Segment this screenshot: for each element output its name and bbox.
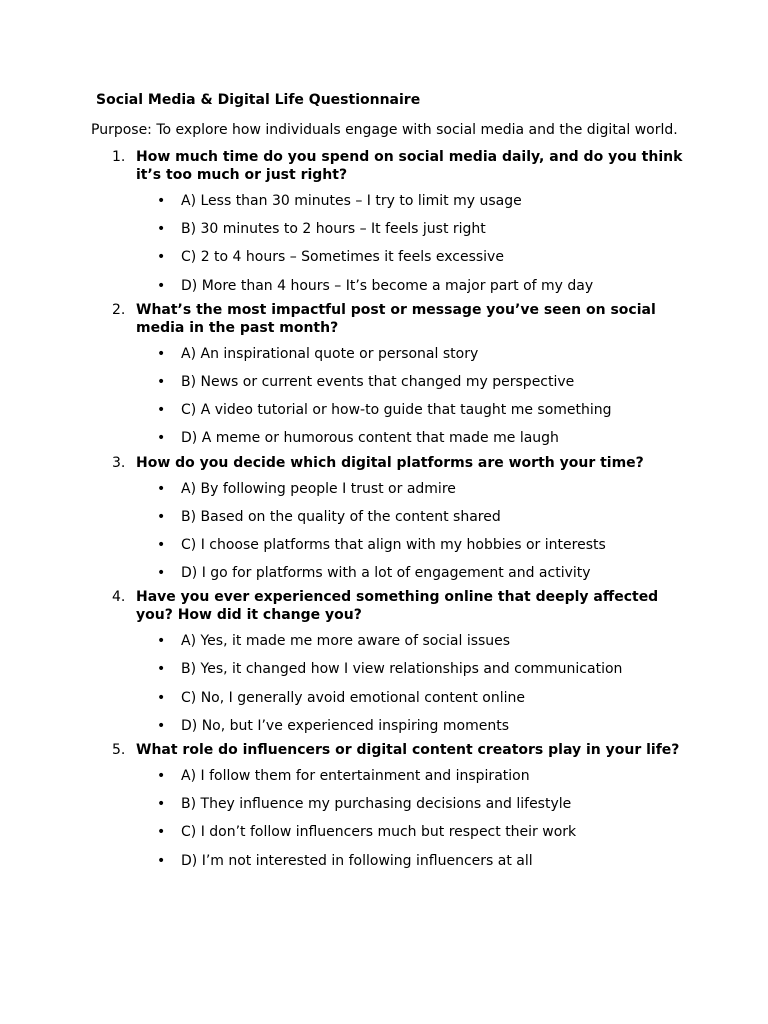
question-2: [0, 301, 768, 450]
option-text: D) I go for platforms with a lot of engagement and activity: [181, 565, 591, 582]
bullet-icon: •: [157, 193, 166, 209]
bullet-icon: •: [157, 373, 166, 390]
purpose-statement: Purpose: To explore how individuals engage with social media and the digital world.: [91, 122, 678, 138]
option-item: [0, 500, 768, 528]
bullet-icon: •: [157, 824, 166, 841]
option-item: [0, 365, 768, 393]
question-1: [0, 148, 768, 297]
question-5: [0, 741, 768, 872]
option-item: [0, 528, 768, 556]
option-item: [0, 709, 768, 737]
bullet-icon: •: [157, 221, 166, 238]
bullet-icon: •: [157, 796, 166, 813]
bullet-icon: •: [157, 430, 166, 447]
option-text: C) I choose platforms that align with my hobbies or interests: [181, 536, 606, 553]
bullet-icon: •: [157, 480, 166, 497]
option-text: A) I follow them for entertainment and inspiration: [181, 768, 530, 784]
question-number: 3.: [112, 454, 126, 471]
option-item: [0, 787, 768, 815]
option-text: B) 30 minutes to 2 hours – It feels just right: [181, 221, 486, 238]
question-text: How much time do you spend on social media daily, and do you think it’s too much or just right?: [136, 149, 683, 183]
option-text: D) More than 4 hours – It’s become a major part of my day: [181, 277, 594, 294]
option-text: A) An inspirational quote or personal story: [181, 345, 479, 362]
option-item: [0, 184, 768, 212]
option-item: [0, 556, 768, 584]
option-item: [0, 681, 768, 709]
option-item: [0, 421, 768, 449]
option-item: [0, 337, 768, 365]
question-text: Have you ever experienced something online that deeply affected you? How did it change you?: [136, 589, 659, 624]
option-text: B) They influence my purchasing decisions and lifestyle: [181, 796, 572, 813]
option-item: [0, 815, 768, 843]
question-list: [0, 148, 768, 872]
question-text: How do you decide which digital platforms are worth your time?: [136, 454, 644, 471]
option-text: D) A meme or humorous content that made me laugh: [181, 430, 559, 447]
option-text: A) By following people I trust or admire: [181, 480, 456, 497]
option-item: [0, 240, 768, 268]
option-text: D) I’m not interested in following influencers at all: [181, 852, 533, 869]
bullet-icon: •: [157, 565, 166, 582]
question-number: 5.: [112, 742, 126, 758]
option-item: [0, 393, 768, 421]
bullet-icon: •: [157, 508, 166, 525]
option-text: A) Less than 30 minutes – I try to limit my usage: [181, 193, 522, 209]
option-item: [0, 269, 768, 297]
option-text: C) 2 to 4 hours – Sometimes it feels excessive: [181, 249, 504, 266]
option-item: [0, 212, 768, 240]
bullet-icon: •: [157, 852, 166, 869]
option-text: C) A video tutorial or how-to guide that taught me something: [181, 402, 612, 419]
bullet-icon: •: [157, 536, 166, 553]
option-item: [0, 652, 768, 680]
bullet-icon: •: [157, 402, 166, 419]
option-text: C) No, I generally avoid emotional content online: [181, 689, 526, 706]
question-3: [0, 454, 768, 585]
bullet-icon: •: [157, 277, 166, 294]
option-text: B) News or current events that changed my perspective: [181, 373, 575, 390]
option-text: C) I don’t follow influencers much but respect their work: [181, 824, 577, 841]
option-list: [0, 472, 768, 585]
bullet-icon: •: [157, 249, 166, 266]
question-text: What’s the most impactful post or message you’ve seen on social media in the past month?: [136, 301, 656, 336]
bullet-icon: •: [157, 689, 166, 706]
question-number: 4.: [112, 589, 126, 606]
option-item: [0, 844, 768, 872]
question-number: 1.: [112, 149, 126, 165]
option-item: [0, 759, 768, 787]
option-item: [0, 472, 768, 500]
bullet-icon: •: [157, 717, 166, 734]
option-text: B) Yes, it changed how I view relationships and communication: [181, 661, 623, 678]
option-text: D) No, but I’ve experienced inspiring moments: [181, 717, 509, 734]
document-title: Social Media & Digital Life Questionnaire: [96, 92, 421, 108]
question-4: [0, 588, 768, 737]
option-item: [0, 624, 768, 652]
option-text: B) Based on the quality of the content shared: [181, 508, 501, 525]
option-list: [0, 337, 768, 450]
bullet-icon: •: [157, 661, 166, 678]
option-text: A) Yes, it made me more aware of social issues: [181, 633, 511, 650]
bullet-icon: •: [157, 768, 166, 784]
option-list: [0, 759, 768, 872]
bullet-icon: •: [157, 633, 166, 650]
question-number: 2.: [112, 301, 126, 318]
option-list: [0, 624, 768, 737]
question-text: What role do influencers or digital content creators play in your life?: [136, 742, 680, 758]
option-list: [0, 184, 768, 297]
bullet-icon: •: [157, 345, 166, 362]
